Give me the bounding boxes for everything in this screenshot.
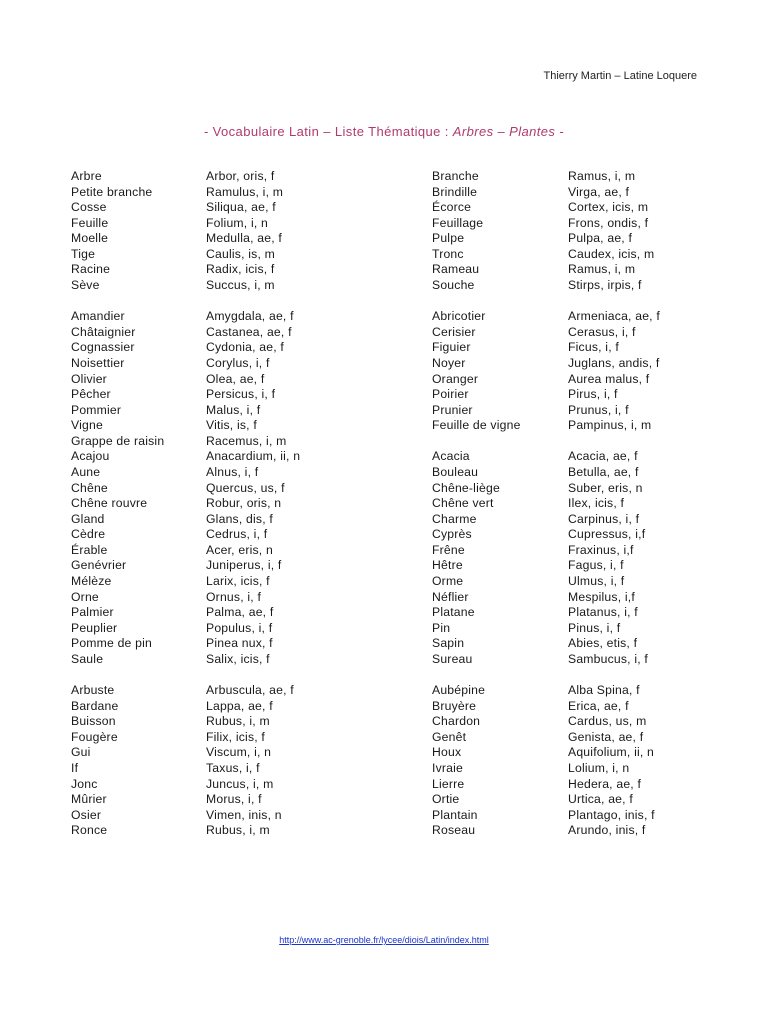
french-term: Figuier [432, 340, 471, 355]
latin-term: Hedera, ae, f [568, 776, 642, 791]
latin-term: Betulla, ae, f [568, 464, 639, 479]
latin-term: Juncus, i, m [206, 776, 274, 791]
author-line: Thierry Martin – Latine Loquere [543, 70, 697, 82]
french-term: Bardane [71, 698, 119, 713]
table-row [0, 714, 768, 730]
latin-term: Ornus, i, f [206, 589, 262, 604]
french-term: Ortie [432, 792, 460, 807]
table-row [0, 449, 768, 465]
french-term: Poirier [432, 387, 469, 402]
table-row [0, 309, 768, 325]
french-term: Fougère [71, 729, 118, 744]
french-term: Chardon [432, 714, 481, 729]
french-term: Chêne [71, 480, 108, 495]
table-row [0, 745, 768, 761]
table-row [0, 278, 768, 294]
table-row [0, 262, 768, 278]
french-term: Feuille de vigne [432, 418, 521, 433]
latin-term: Robur, oris, n [206, 496, 282, 511]
french-term: Arbre [71, 169, 102, 183]
latin-term: Morus, i, f [206, 792, 262, 807]
latin-term: Caulis, is, m [206, 246, 275, 261]
latin-term: Castanea, ae, f [206, 324, 292, 339]
french-term: Cognassier [71, 340, 135, 355]
latin-term: Pampinus, i, m [568, 418, 652, 433]
french-term: Grappe de raisin [71, 433, 165, 448]
latin-term: Ramus, i, m [568, 262, 636, 277]
french-term: Moelle [71, 231, 109, 246]
latin-term: Amygdala, ae, f [206, 309, 294, 324]
french-term: Platane [432, 605, 475, 620]
latin-term: Viscum, i, n [206, 745, 272, 760]
table-row [0, 621, 768, 637]
latin-term: Prunus, i, f [568, 402, 629, 417]
title-suffix: - [555, 124, 565, 139]
latin-term: Cortex, icis, m [568, 200, 649, 215]
table-row [0, 465, 768, 481]
table-row [0, 652, 768, 668]
latin-term: Caudex, icis, m [568, 246, 655, 261]
latin-term: Pirus, i, f [568, 387, 618, 402]
table-row [0, 730, 768, 746]
table-row [0, 216, 768, 232]
latin-term: Glans, dis, f [206, 511, 273, 526]
french-term: Jonc [71, 776, 98, 791]
table-row [0, 387, 768, 403]
table-row [0, 325, 768, 341]
latin-term: Corylus, i, f [206, 355, 270, 370]
latin-term: Malus, i, f [206, 402, 261, 417]
french-term: Souche [432, 278, 475, 293]
french-term: Arbuste [71, 683, 115, 698]
latin-term: Cardus, us, m [568, 714, 647, 729]
table-row [0, 808, 768, 824]
latin-term: Radix, icis, f [206, 262, 275, 277]
french-term: Chêne-liège [432, 480, 500, 495]
footer-link[interactable]: http://www.ac-grenoble.fr/lycee/diois/Latin/index.html [279, 935, 489, 945]
french-term: Châtaignier [71, 324, 136, 339]
latin-term: Olea, ae, f [206, 371, 265, 386]
table-row [0, 200, 768, 216]
table-row [0, 231, 768, 247]
french-term: Racine [71, 262, 111, 277]
french-term: Rameau [432, 262, 480, 277]
latin-term: Larix, icis, f [206, 574, 270, 589]
latin-term: Arbor, oris, f [206, 169, 275, 183]
latin-term: Fagus, i, f [568, 558, 624, 573]
group-spacer [0, 668, 768, 684]
latin-term: Ficus, i, f [568, 340, 619, 355]
latin-term: Alnus, i, f [206, 464, 259, 479]
french-term: Orne [71, 589, 99, 604]
french-term: Houx [432, 745, 462, 760]
latin-term: Abies, etis, f [568, 636, 638, 651]
french-term: Gui [71, 745, 91, 760]
table-row [0, 496, 768, 512]
latin-term: Cedrus, i, f [206, 527, 268, 542]
latin-term: Cerasus, i, f [568, 324, 636, 339]
latin-term: Rubus, i, m [206, 714, 270, 729]
latin-term: Anacardium, ii, n [206, 449, 301, 464]
latin-term: Mespilus, i,f [568, 589, 635, 604]
latin-term: Persicus, i, f [206, 387, 276, 402]
french-term: Buisson [71, 714, 116, 729]
latin-term: Palma, ae, f [206, 605, 274, 620]
latin-term: Frons, ondis, f [568, 215, 649, 230]
table-row [0, 403, 768, 419]
french-term: Mélèze [71, 574, 112, 589]
french-term: Saule [71, 651, 104, 666]
latin-term: Pinus, i, f [568, 620, 621, 635]
french-term: Noyer [432, 355, 466, 370]
french-term: Ivraie [432, 760, 464, 775]
french-term: Lierre [432, 776, 465, 791]
french-term: Pommier [71, 402, 122, 417]
latin-term: Aquifolium, ii, n [568, 745, 655, 760]
french-term: Pulpe [432, 231, 465, 246]
french-term: Abricotier [432, 309, 486, 324]
french-term: Acacia [432, 449, 470, 464]
latin-term: Pinea nux, f [206, 636, 273, 651]
latin-term: Urtica, ae, f [568, 792, 633, 807]
french-term: Érable [71, 542, 108, 557]
french-term: Amandier [71, 309, 125, 324]
french-term: Oranger [432, 371, 479, 386]
latin-term: Quercus, us, f [206, 480, 285, 495]
latin-term: Plantago, inis, f [568, 807, 655, 822]
title-topic: Arbres – Plantes [452, 124, 556, 139]
table-row [0, 527, 768, 543]
latin-term: Filix, icis, f [206, 729, 265, 744]
table-row [0, 356, 768, 372]
table-row [0, 372, 768, 388]
latin-term: Aurea malus, f [568, 371, 650, 386]
french-term: Branche [432, 169, 479, 183]
latin-term: Suber, eris, n [568, 480, 643, 495]
table-row [0, 340, 768, 356]
latin-term: Vitis, is, f [206, 418, 257, 433]
latin-term: Arbuscula, ae, f [206, 683, 294, 698]
table-row [0, 512, 768, 528]
table-row [0, 185, 768, 201]
latin-term: Carpinus, i, f [568, 511, 640, 526]
latin-term: Vimen, inis, n [206, 807, 282, 822]
french-term: Néflier [432, 589, 469, 604]
french-term: Aune [71, 464, 101, 479]
latin-term: Erica, ae, f [568, 698, 629, 713]
table-row [0, 247, 768, 263]
vocabulary-table [0, 169, 768, 839]
latin-term: Juniperus, i, f [206, 558, 282, 573]
latin-term: Acacia, ae, f [568, 449, 638, 464]
table-row [0, 823, 768, 839]
french-term: Noisettier [71, 355, 125, 370]
french-term: Hêtre [432, 558, 463, 573]
french-term: Mûrier [71, 792, 107, 807]
french-term: Feuille [71, 215, 109, 230]
french-term: Sève [71, 278, 100, 293]
table-row [0, 699, 768, 715]
french-term: Vigne [71, 418, 103, 433]
latin-term: Juglans, andis, f [568, 355, 660, 370]
table-row [0, 683, 768, 699]
table-row [0, 636, 768, 652]
french-term: Olivier [71, 371, 107, 386]
french-term: Orme [432, 574, 464, 589]
latin-term: Succus, i, m [206, 278, 275, 293]
french-term: Acajou [71, 449, 110, 464]
french-term: Frêne [432, 542, 465, 557]
group-spacer [0, 294, 768, 310]
latin-term: Ramulus, i, m [206, 184, 284, 199]
french-term: Plantain [432, 807, 478, 822]
french-term: Feuillage [432, 215, 484, 230]
french-term: Cyprès [432, 527, 472, 542]
french-term: Pomme de pin [71, 636, 152, 651]
french-term: Petite branche [71, 184, 153, 199]
latin-term: Fraxinus, i,f [568, 542, 634, 557]
table-row [0, 434, 768, 450]
table-row [0, 590, 768, 606]
french-term: Cèdre [71, 527, 106, 542]
french-term: Écorce [432, 200, 472, 215]
french-term: Cosse [71, 200, 107, 215]
french-term: Ronce [71, 823, 108, 838]
table-row [0, 418, 768, 434]
table-row [0, 543, 768, 559]
latin-term: Sambucus, i, f [568, 651, 649, 666]
latin-term: Salix, icis, f [206, 651, 270, 666]
latin-term: Medulla, ae, f [206, 231, 282, 246]
latin-term: Siliqua, ae, f [206, 200, 276, 215]
french-term: Tronc [432, 246, 464, 261]
french-term: Chêne vert [432, 496, 494, 511]
latin-term: Ilex, icis, f [568, 496, 625, 511]
french-term: Osier [71, 807, 102, 822]
table-row [0, 169, 768, 185]
latin-term: Pulpa, ae, f [568, 231, 633, 246]
french-term: Genêt [432, 729, 467, 744]
french-term: Sapin [432, 636, 465, 651]
latin-term: Cupressus, i,f [568, 527, 646, 542]
latin-term: Rubus, i, m [206, 823, 270, 838]
title-prefix: - Vocabulaire Latin – Liste Thématique : [203, 124, 453, 139]
latin-term: Folium, i, n [206, 215, 268, 230]
latin-term: Ramus, i, m [568, 169, 636, 183]
french-term: Brindille [432, 184, 478, 199]
french-term: Pin [432, 620, 451, 635]
table-row [0, 777, 768, 793]
latin-term: Armeniaca, ae, f [568, 309, 660, 324]
latin-term: Lolium, i, n [568, 760, 630, 775]
french-term: Cerisier [432, 324, 476, 339]
french-term: Roseau [432, 823, 476, 838]
french-term: Palmier [71, 605, 114, 620]
latin-term: Stirps, irpis, f [568, 278, 642, 293]
french-term: Gland [71, 511, 105, 526]
latin-term: Populus, i, f [206, 620, 273, 635]
french-term: Prunier [432, 402, 473, 417]
french-term: Chêne rouvre [71, 496, 148, 511]
french-term: Pêcher [71, 387, 111, 402]
french-term: Genévrier [71, 558, 127, 573]
french-term: Bruyère [432, 698, 477, 713]
french-term: Sureau [432, 651, 473, 666]
table-row [0, 605, 768, 621]
french-term: Aubépine [432, 683, 486, 698]
latin-term: Alba Spina, f [568, 683, 640, 698]
french-term: Bouleau [432, 464, 479, 479]
french-term: Charme [432, 511, 477, 526]
latin-term: Platanus, i, f [568, 605, 638, 620]
table-row [0, 558, 768, 574]
latin-term: Virga, ae, f [568, 184, 630, 199]
footer [0, 935, 768, 945]
latin-term: Taxus, i, f [206, 760, 260, 775]
page-title [0, 124, 768, 139]
latin-term: Acer, eris, n [206, 542, 273, 557]
french-term: Peuplier [71, 620, 118, 635]
latin-term: Cydonia, ae, f [206, 340, 285, 355]
table-row [0, 761, 768, 777]
latin-term: Ulmus, i, f [568, 574, 625, 589]
table-row [0, 574, 768, 590]
latin-term: Arundo, inis, f [568, 823, 646, 838]
table-row [0, 481, 768, 497]
latin-term: Lappa, ae, f [206, 698, 273, 713]
table-row [0, 792, 768, 808]
latin-term: Genista, ae, f [568, 729, 644, 744]
french-term: Tige [71, 246, 96, 261]
latin-term: Racemus, i, m [206, 433, 287, 448]
french-term: If [71, 760, 79, 775]
